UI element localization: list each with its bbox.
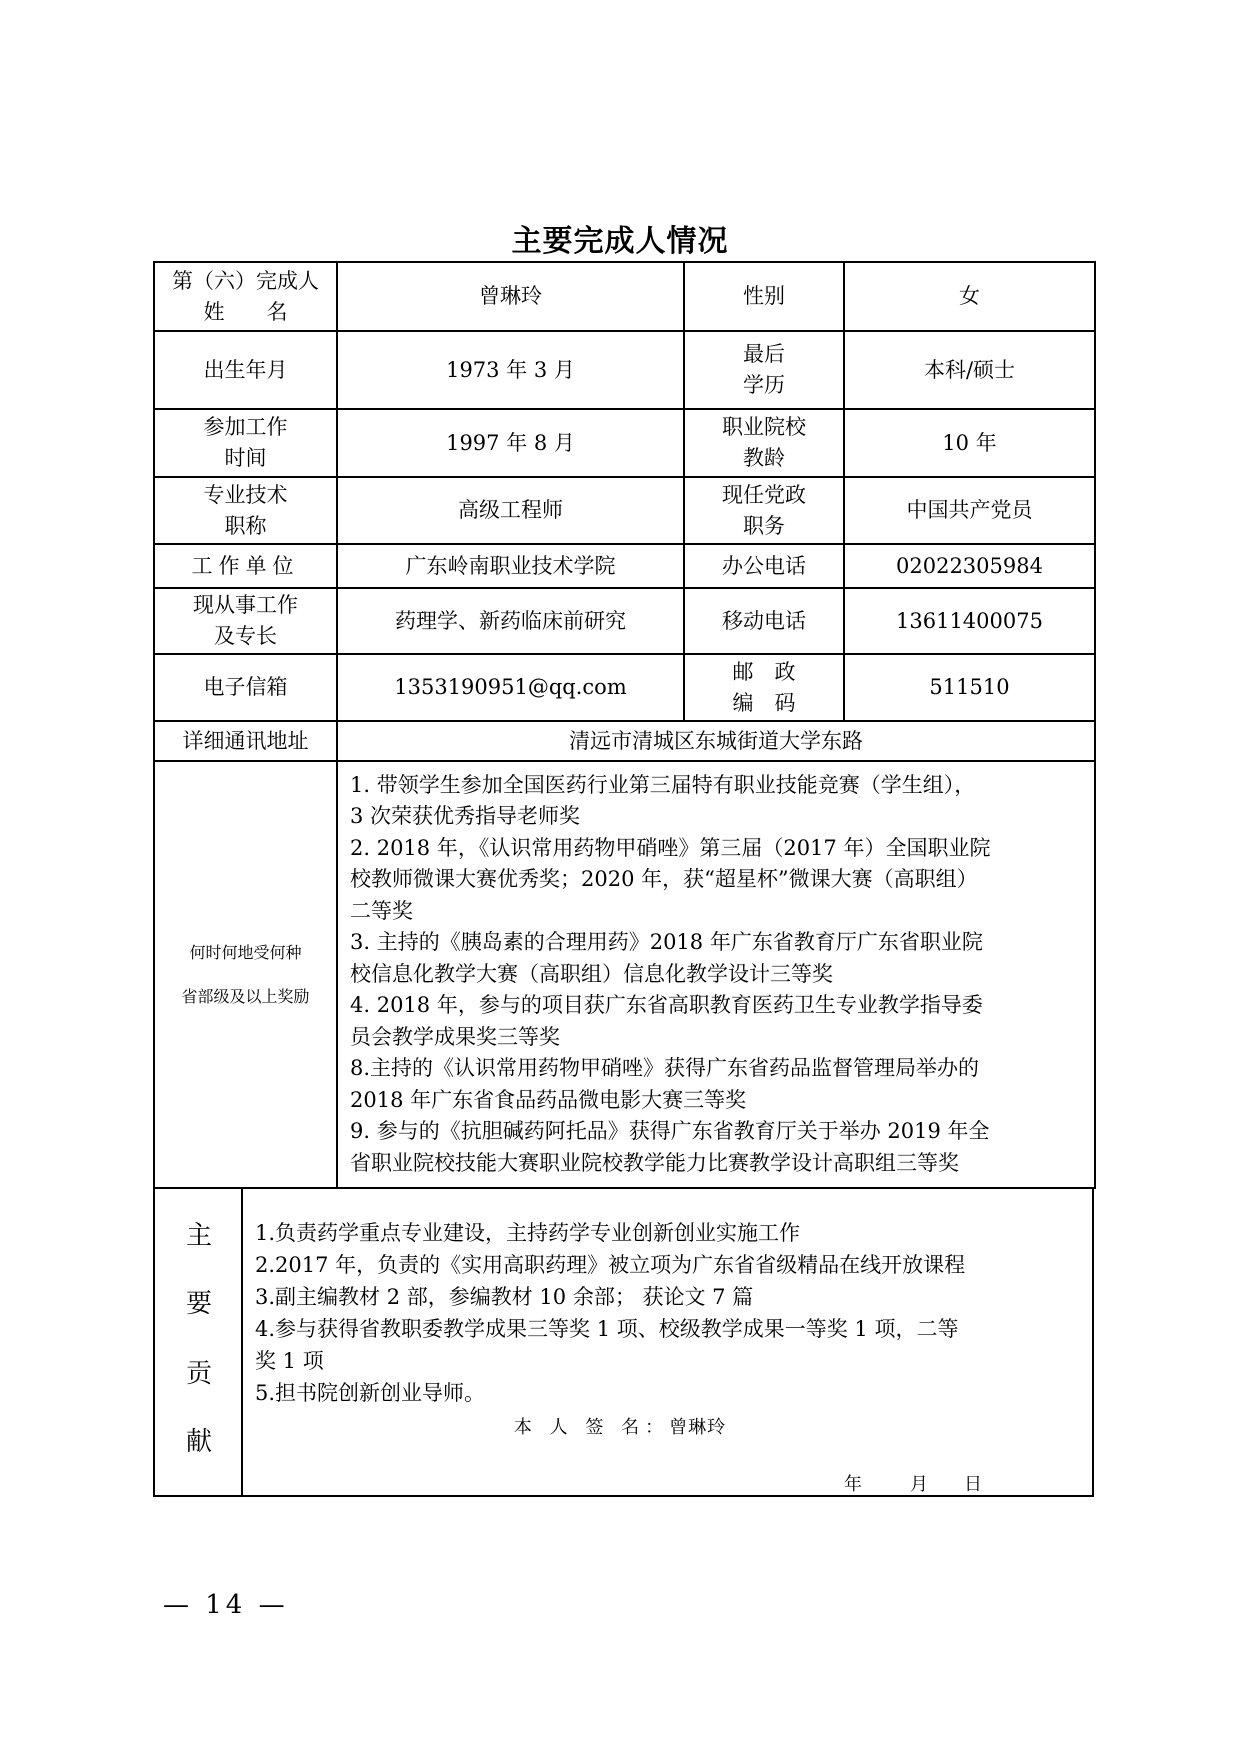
table-row <box>154 477 1095 544</box>
list-item: 4.参与获得省教职委教学成果三等奖 1 项、校级教学成果一等奖 1 项，二等 <box>255 1317 959 1341</box>
info-table <box>153 261 1096 1189</box>
professional-title-value: 高级工程师 <box>337 477 684 544</box>
gender-label: 性别 <box>684 262 844 331</box>
work-unit-label: 工作单位 <box>154 544 337 588</box>
postcode-label: 邮 政 编 码 <box>684 654 844 721</box>
birth-value: 1973 年 3 月 <box>337 331 684 409</box>
awards-list <box>337 761 1095 1188</box>
date-year: 年 <box>844 1474 862 1495</box>
address-value: 清远市清城区东城街道大学东路 <box>337 721 1095 761</box>
contribution-section <box>153 1187 1094 1497</box>
list-item: 1.负责药学重点专业建设，主持药学专业创新创业实施工作 <box>255 1221 801 1245</box>
birth-label: 出生年月 <box>154 331 337 409</box>
mobile-phone-value: 13611400075 <box>844 588 1095 654</box>
list-item: 员会教学成果奖三等奖 <box>350 1024 560 1049</box>
gender-value: 女 <box>844 262 1095 331</box>
name-value: 曾琳玲 <box>337 262 684 331</box>
list-item: 2018 年广东省食品药品微电影大赛三等奖 <box>350 1087 747 1112</box>
contribution-list <box>255 1217 1085 1409</box>
table-row <box>154 409 1095 477</box>
mobile-phone-label: 移动电话 <box>684 588 844 654</box>
table-row <box>154 331 1095 409</box>
awards-label: 何时何地受何种 省部级及以上奖励 <box>154 761 337 1188</box>
page-number: — 14 — <box>163 1590 289 1620</box>
party-position-label: 现任党政 职务 <box>684 477 844 544</box>
email-value: 1353190951@qq.com <box>337 654 684 721</box>
list-item: 3 次荣获优秀指导老师奖 <box>350 804 581 829</box>
list-item: 8.主持的《认识常用药物甲硝唑》获得广东省药品监督管理局举办的 <box>350 1056 980 1081</box>
list-item: 3. 主持的《胰岛素的合理用药》2018 年广东省教育厅广东省职业院 <box>350 930 983 955</box>
education-value: 本科/硕士 <box>844 331 1095 409</box>
table-row <box>154 544 1095 588</box>
address-label: 详细通讯地址 <box>154 721 337 761</box>
list-item: 9. 参与的《抗胆碱药阿托品》获得广东省教育厅关于举办 2019 年全 <box>350 1119 990 1144</box>
list-item: 省职业院校技能大赛职业院校教学能力比赛教学设计高职组三等奖 <box>350 1150 959 1175</box>
party-position-value: 中国共产党员 <box>844 477 1095 544</box>
postcode-value: 511510 <box>844 654 1095 721</box>
list-item: 2. 2018 年，《认识常用药物甲硝唑》第三届（2017 年）全国职业院 <box>350 835 991 860</box>
signature-value: 曾琳玲 <box>669 1417 727 1438</box>
list-item: 3.副主编教材 2 部，参编教材 10 余部； 获论文 7 篇 <box>255 1285 754 1309</box>
list-item: 1. 带领学生参加全国医药行业第三届特有职业技能竞赛（学生组）， <box>350 772 976 797</box>
table-row <box>154 721 1095 761</box>
table-row <box>154 654 1095 721</box>
education-label: 最后 学历 <box>684 331 844 409</box>
teaching-years-label: 职业院校 教龄 <box>684 409 844 477</box>
list-item: 二等奖 <box>350 898 413 923</box>
table-row <box>154 262 1095 331</box>
list-item: 校教师微课大赛优秀奖；2020 年，获“超星杯”微课大赛（高职组） <box>350 867 978 892</box>
list-item: 奖 1 项 <box>255 1349 324 1373</box>
list-item: 5.担书院创新创业导师。 <box>255 1381 486 1405</box>
work-start-value: 1997 年 8 月 <box>337 409 684 477</box>
office-phone-value: 02022305984 <box>844 544 1095 588</box>
list-item: 4. 2018 年，参与的项目获广东省高职教育医药卫生专业教学指导委 <box>350 993 983 1018</box>
teaching-years-value: 10 年 <box>844 409 1095 477</box>
list-item: 校信息化教学大赛（高职组）信息化教学设计三等奖 <box>350 961 833 986</box>
name-label: 第（六）完成人 姓 名 <box>154 262 337 331</box>
date-day: 日 <box>964 1474 982 1495</box>
email-label: 电子信箱 <box>154 654 337 721</box>
table-row <box>154 761 1095 1188</box>
list-item: 2.2017 年，负责的《实用高职药理》被立项为广东省省级精品在线开放课程 <box>255 1253 966 1277</box>
table-row <box>154 588 1095 654</box>
date-month: 月 <box>910 1474 928 1495</box>
signature-label: 本 人 签 名： <box>513 1417 670 1438</box>
work-unit-value: 广东岭南职业技术学院 <box>337 544 684 588</box>
signature-line <box>0 1413 1240 1439</box>
specialty-value: 药理学、新药临床前研究 <box>337 588 684 654</box>
work-start-label: 参加工作 时间 <box>154 409 337 477</box>
professional-title-label: 专业技术 职称 <box>154 477 337 544</box>
office-phone-label: 办公电话 <box>684 544 844 588</box>
specialty-label: 现从事工作 及专长 <box>154 588 337 654</box>
page-title: 主要完成人情况 <box>511 224 729 259</box>
contribution-label: 主 要 贡 献 <box>155 1187 243 1495</box>
